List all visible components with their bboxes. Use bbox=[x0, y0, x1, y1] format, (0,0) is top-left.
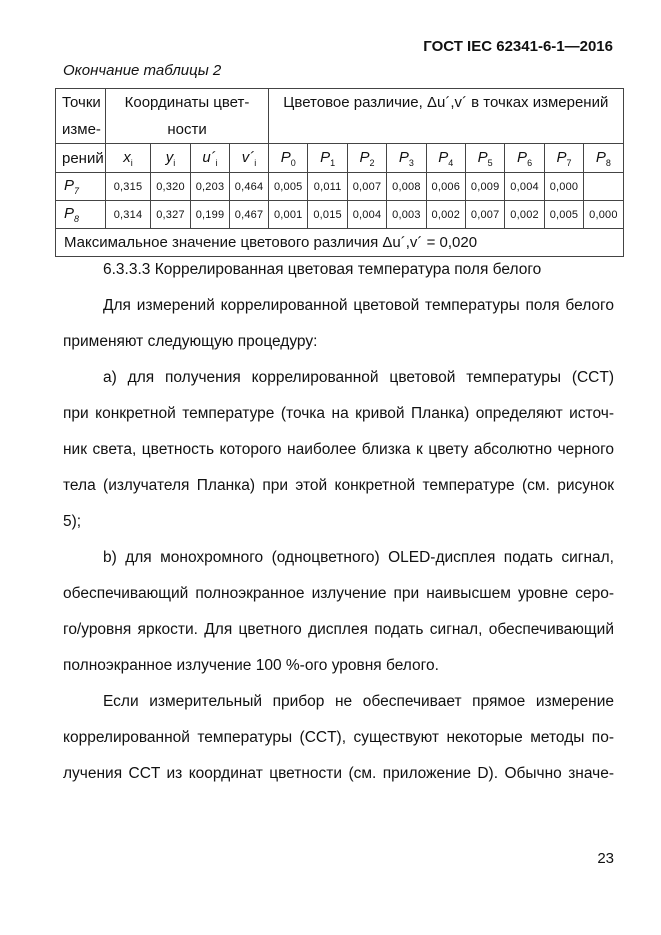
data-table bbox=[55, 88, 624, 257]
header-points-line: изме- bbox=[62, 121, 101, 138]
table-cell: 0,467 bbox=[230, 201, 269, 229]
point-letter: P bbox=[477, 148, 488, 166]
text-line: обеспечивающий полноэкранное излучение при наивысшем уровне серо- bbox=[63, 585, 614, 602]
point-letter: P bbox=[398, 148, 409, 166]
coord-col-label: u´ bbox=[202, 148, 216, 166]
row-label-letter: P bbox=[64, 205, 75, 222]
point-sub: 1 bbox=[330, 157, 336, 168]
table-caption: Окончание таблицы 2 bbox=[63, 62, 222, 79]
text-line: полноэкранное излучение 100 %-ого уровня белого. bbox=[63, 657, 439, 674]
table-cell: 0,203 bbox=[191, 173, 230, 201]
point-sub: 7 bbox=[566, 157, 572, 168]
text-line: го/уровня яркости. Для цветного дисплея подать сигнал, обеспечивающий bbox=[63, 621, 614, 638]
text-line: коррелированной температуры (CCT), существуют некоторые методы по- bbox=[63, 729, 614, 746]
table-cell bbox=[584, 173, 623, 201]
table-cell: 0,004 bbox=[505, 173, 544, 201]
table-cell: 0,002 bbox=[426, 201, 465, 229]
row-label-letter: P bbox=[64, 177, 75, 194]
point-col-header bbox=[465, 144, 504, 173]
point-sub: 0 bbox=[290, 157, 296, 168]
header-points-line: рений bbox=[56, 144, 106, 173]
header-coords-line: Координаты цвет- bbox=[124, 94, 250, 111]
text-line: тела (излучателя Планка) при этой конкретной температуре (см. рисунок bbox=[63, 477, 614, 494]
point-col-header bbox=[308, 144, 347, 173]
text-line: применяют следующую процедуру: bbox=[63, 333, 318, 350]
coord-sub: i bbox=[215, 157, 218, 168]
text-line: а) для получения коррелированной цветовой температуры (CCT) bbox=[103, 369, 614, 386]
point-sub: 3 bbox=[408, 157, 414, 168]
table-cell: 0,002 bbox=[505, 201, 544, 229]
text-line: при конкретной температуре (точка на кривой Планка) определяют источ- bbox=[63, 405, 614, 422]
table-cell: 0,327 bbox=[151, 201, 191, 229]
coord-col-header bbox=[106, 144, 151, 173]
standard-header: ГОСТ IEC 62341-6-1—2016 bbox=[423, 38, 613, 55]
table-cell: 0,003 bbox=[387, 201, 426, 229]
point-col-header bbox=[544, 144, 583, 173]
point-letter: P bbox=[517, 148, 528, 166]
point-letter: P bbox=[280, 148, 291, 166]
point-col-header bbox=[269, 144, 308, 173]
body-text bbox=[63, 252, 614, 792]
coord-sub: i bbox=[130, 157, 133, 168]
point-letter: P bbox=[320, 148, 331, 166]
point-sub: 2 bbox=[369, 157, 375, 168]
point-sub: 8 bbox=[605, 157, 611, 168]
point-col-header bbox=[505, 144, 544, 173]
text-line: Для измерений коррелированной цветовой температуры поля белого bbox=[103, 297, 614, 314]
table-cell: 0,009 bbox=[465, 173, 504, 201]
row-label bbox=[56, 173, 106, 201]
coord-col-label: v´ bbox=[241, 148, 255, 166]
table-cell: 0,004 bbox=[347, 201, 386, 229]
text-line: ник света, цветность которого наиболее близка к цвету абсолютно черного bbox=[63, 441, 614, 458]
table-cell: 0,000 bbox=[584, 201, 623, 229]
point-sub: 4 bbox=[448, 157, 454, 168]
text-line: 6.3.3.3 Коррелированная цветовая температура поля белого bbox=[103, 261, 542, 278]
row-label bbox=[56, 201, 106, 229]
table-cell: 0,005 bbox=[544, 201, 583, 229]
point-letter: P bbox=[595, 148, 606, 166]
point-col-header bbox=[387, 144, 426, 173]
point-col-header bbox=[426, 144, 465, 173]
header-diff: Цветовое различие, Δu´,v´ в точках измерений bbox=[269, 89, 624, 144]
coord-col-label: y bbox=[165, 148, 174, 166]
text-line: лучения CCT из координат цветности (см. приложение D). Обычно значе- bbox=[63, 765, 614, 782]
table-cell: 0,015 bbox=[308, 201, 347, 229]
text-line: b) для монохромного (одноцветного) OLED-дисплея подать сигнал, bbox=[103, 549, 614, 566]
table-row bbox=[56, 201, 624, 229]
point-sub: 5 bbox=[487, 157, 493, 168]
coord-col-header bbox=[230, 144, 269, 173]
table-row bbox=[56, 173, 624, 201]
table-cell: 0,199 bbox=[191, 201, 230, 229]
page-number: 23 bbox=[597, 850, 614, 867]
coord-sub: i bbox=[173, 157, 176, 168]
row-label-sub: 7 bbox=[74, 186, 80, 196]
point-letter: P bbox=[556, 148, 567, 166]
point-col-header bbox=[347, 144, 386, 173]
header-points-line: Точки bbox=[62, 94, 101, 111]
table-cell: 0,001 bbox=[269, 201, 308, 229]
table-cell: 0,464 bbox=[230, 173, 269, 201]
coord-col-header bbox=[191, 144, 230, 173]
text-line: Если измерительный прибор не обеспечивает прямое измерение bbox=[103, 693, 614, 710]
text-line: 5); bbox=[63, 513, 82, 530]
point-col-header bbox=[584, 144, 623, 173]
table-cell: 0,006 bbox=[426, 173, 465, 201]
point-sub: 6 bbox=[527, 157, 533, 168]
header-coords bbox=[106, 89, 269, 144]
row-label-sub: 8 bbox=[74, 214, 80, 224]
table-cell: 0,007 bbox=[347, 173, 386, 201]
point-letter: P bbox=[438, 148, 449, 166]
table-cell: 0,315 bbox=[106, 173, 151, 201]
table-cell: 0,007 bbox=[465, 201, 504, 229]
header-points bbox=[56, 89, 106, 144]
coord-col-label: x bbox=[123, 148, 131, 166]
table-cell: 0,314 bbox=[106, 201, 151, 229]
table-cell: 0,000 bbox=[544, 173, 583, 201]
point-letter: P bbox=[359, 148, 370, 166]
table-cell: 0,011 bbox=[308, 173, 347, 201]
coord-col-header bbox=[151, 144, 191, 173]
max-diff-row: Максимальное значение цветового различия Δu´,v´ = 0,020 bbox=[56, 229, 624, 257]
table-cell: 0,320 bbox=[151, 173, 191, 201]
table-cell: 0,008 bbox=[387, 173, 426, 201]
table-cell: 0,005 bbox=[269, 173, 308, 201]
coord-sub: i bbox=[254, 157, 257, 168]
header-coords-line: ности bbox=[167, 121, 207, 138]
